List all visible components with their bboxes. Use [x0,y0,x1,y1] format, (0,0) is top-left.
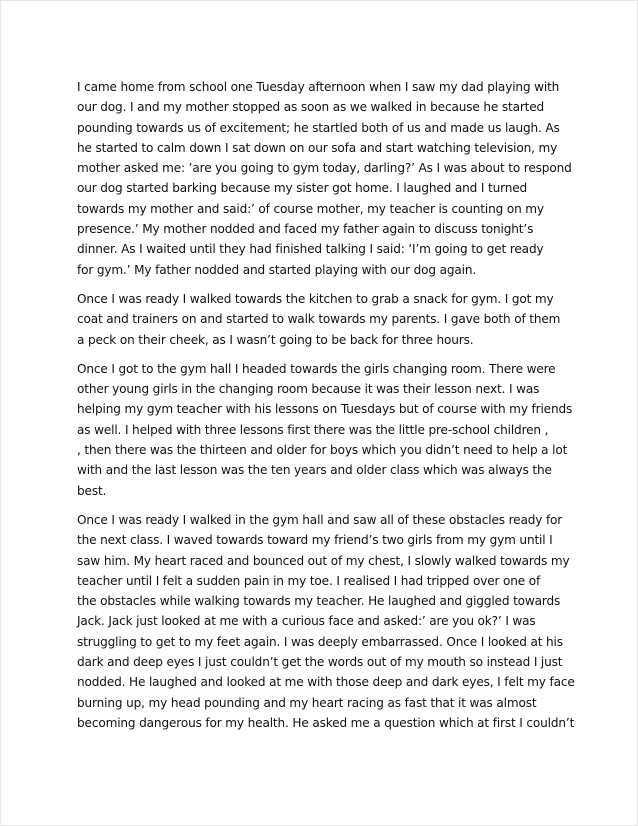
text-line: our dog. I and my mother stopped as soon as we walked in because he started [77,100,545,115]
text-line: coat and trainers on and started to walk towards my parents. I gave both of them [77,312,561,327]
text-line: burning up, my head pounding and my heart racing as fast that it was almost [77,695,537,710]
text-line: for gym.’ My father nodded and started playing with our dog again. [77,262,477,277]
text-line: as well. I helped with three lessons first there was the little pre-school children , [77,422,549,437]
text-line: dinner. As I waited until they had finished talking I said: ‘I’m going to get ready [77,242,544,257]
text-line: Jack. Jack just looked at me with a curious face and asked:’ are you ok?’ I was [77,614,536,629]
text-line: the obstacles while walking towards my teacher. He laughed and giggled towards [77,594,561,609]
paragraph-4 [77,510,575,733]
text-line: other young girls in the changing room because it was their lesson next. I was [77,382,540,397]
text-line: towards my mother and said:’ of course mother, my teacher is counting on my [77,201,544,216]
text-line: helping my gym teacher with his lessons on Tuesdays but of course with my friends [77,402,573,417]
text-line: our dog started barking because my sister got home. I laughed and I turned [77,181,528,196]
text-line: presence.’ My mother nodded and faced my father again to discuss tonight’s [77,222,534,237]
paragraph-2 [77,289,561,350]
document-body [77,77,575,742]
text-line: best. [77,483,107,498]
text-line: with and the last lesson was the ten years and older class which was always the [77,463,552,478]
text-line: the next class. I waved towards toward my friend’s two girls from my gym until I [77,533,553,548]
text-line: becoming dangerous for my health. He asked me a question which at first I couldn’t [77,715,575,730]
text-line: pounding towards us of excitement; he startled both of us and made us laugh. As [77,120,560,135]
text-line: struggling to get to my feet again. I was deeply embarrassed. Once I looked at his [77,634,563,649]
text-line: Once I was ready I walked in the gym hall and saw all of these obstacles ready for [77,512,563,527]
text-line: dark and deep eyes I just couldn’t get the words out of my mouth so instead I just [77,655,563,670]
text-line: a peck on their cheek, as I wasn’t going to be back for three hours. [77,332,474,347]
text-line: Once I got to the gym hall I headed towards the girls changing room. There were [77,361,556,376]
text-line: teacher until I felt a sudden pain in my toe. I realised I had tripped over one of [77,573,541,588]
text-line: he started to calm down I sat down on our sofa and start watching television, my [77,140,558,155]
text-line: I came home from school one Tuesday afternoon when I saw my dad playing with [77,80,560,94]
text-line: Once I was ready I walked towards the kitchen to grab a snack for gym. I got my [77,291,554,306]
text-line: , then there was the thirteen and older for boys which you didn’t need to help a lot [77,443,568,458]
paragraph-3 [77,359,573,501]
text-line: nodded. He laughed and looked at me with those deep and dark eyes, I felt my face [77,675,575,690]
text-line: mother asked me: ’are you going to gym today, darling?’ As I was about to respond [77,161,572,176]
text-line: saw him. My heart raced and bounced out of my chest, I slowly walked towards my [77,553,570,568]
paragraph-1 [77,77,572,280]
